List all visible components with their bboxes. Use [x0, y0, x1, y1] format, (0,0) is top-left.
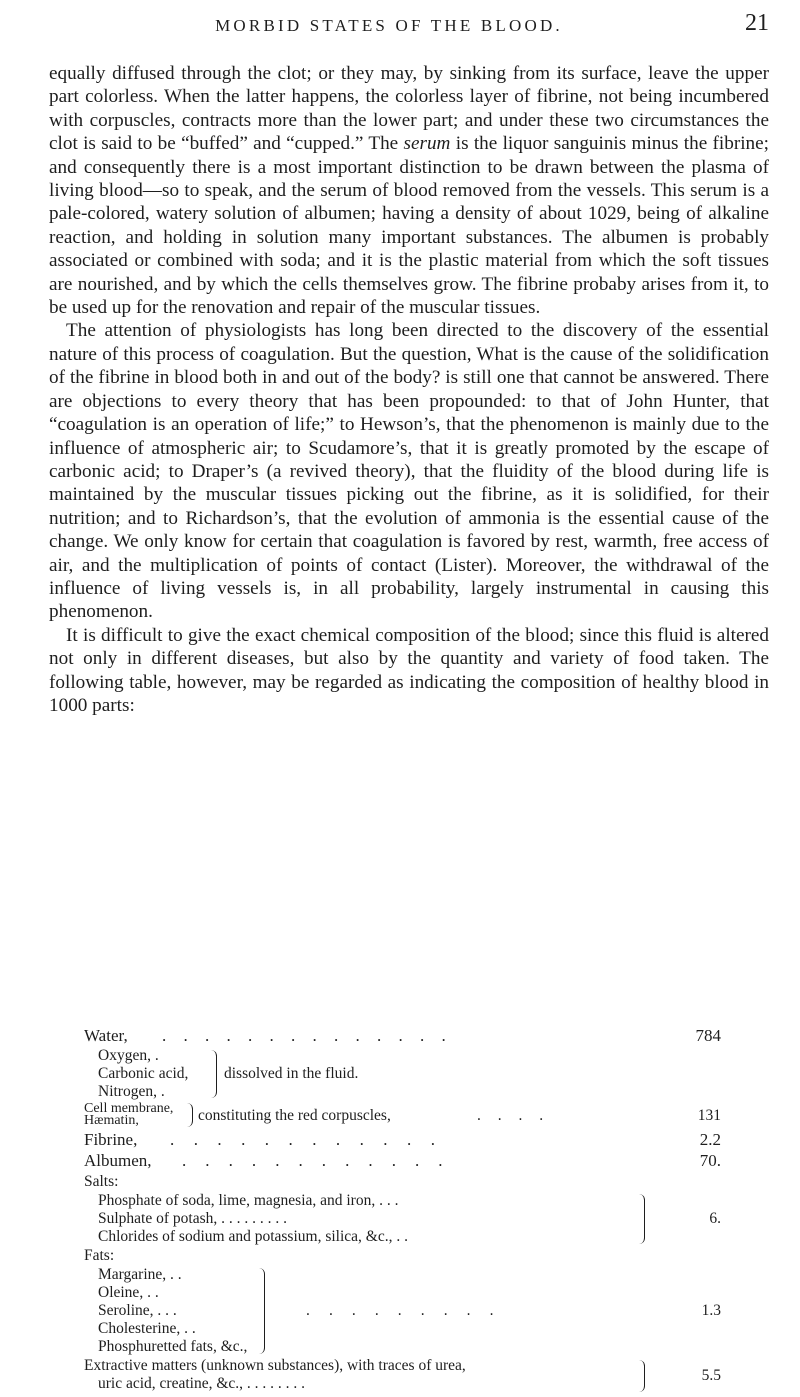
- brace-extractive: [636, 1360, 645, 1392]
- leader-corpuscles: . . . .: [477, 1107, 550, 1124]
- table-row-fats-label: Fats:: [84, 1247, 115, 1264]
- table-group-fats: Margarine, . . Oleine, . . Seroline, . . . Cholesterine, . . Phosphuretted fats, &c., . . . . . . . . . 1.3: [98, 1266, 721, 1355]
- paragraph-serum: equally diffused through the clot; or they may, by sinking from its surface, leave the upper part colorless. When the latter happens, the colorless layer of fibrine, not being incumbered with corpuscles, contracts more than the lower part; and under these two circumstances the clot is said to be “buffed” and “cupped.” The serum is the liquor sanguinis minus the fibrine; and consequently there is a most important distinction to be drawn between the plasma of living blood—so to speak, and the serum of blood removed from the vessels. This serum is a pale-colored, watery solution of albumen; having a density of about 1029, being of alkaline reaction, and holding in solution many important substances. The albumen is probably associated or combined with soda; and it is the plastic material from which the soft tissues are nourished, and by which the cells themselves grow. The fibrine probaby arises from it, to be used up for the renovation and repair of the muscular tissues.: [49, 63, 769, 319]
- table-group-salts: Phosphate of soda, lime, magnesia, and iron, . . . Sulphate of potash, . . . . . . . . . Chlorides of sodium and potassium, silica, &c., . . 6.: [98, 1192, 721, 1245]
- brace-corpuscles: [184, 1103, 193, 1127]
- label-water: Water,: [84, 1026, 128, 1045]
- body-text: [49, 62, 769, 717]
- value-fibrine: 2.2: [699, 1130, 721, 1149]
- running-head: MORBID STATES OF THE BLOOD.: [215, 16, 563, 35]
- value-corpuscles: 131: [697, 1107, 721, 1124]
- leader-fats: . . . . . . . . .: [306, 1302, 502, 1319]
- table-row-fibrine: Fibrine, . . . . . . . . . . . . 2.2: [84, 1130, 721, 1149]
- table-group-gases: Oxygen, . Carbonic acid, Nitrogen, . dissolved in the fluid.: [98, 1047, 359, 1100]
- paragraph-coagulation-theories: The attention of physiologists has long been directed to the discovery of the essential nature of this process of coagulation. But the question, What is the cause of the solidification of the fibrine in blood both in and out of the body? is still one that cannot be answered. There are objections to every theory that has been propounded: to that of John Hunter, that “coagulation is an operation of life;” to Hewson’s, that the phenomenon is mainly due to the influence of atmospheric air; to Scudamore’s, that it is greatly promoted by the escape of carbonic acid; to Draper’s (a revived theory), that the fluidity of the blood during life is maintained by the muscular tissues picking out the fibrine, as it is solidified, for their nutrition; and to Richardson’s, that the evolution of ammonia is the essential cause of the change. We only know for certain that coagulation is favored by rest, warmth, free access of air, and the multiplication of points of contact (Lister). Moreover, the withdrawal of the influence of living vessels is, in all probability, largely instrumental in causing this phenomenon.: [49, 320, 769, 623]
- table-group-extractive: Extractive matters (unknown substances), with traces of urea, uric acid, creatine, &c., . . . . . . . . 5.5: [84, 1357, 721, 1392]
- table-row-water: [84, 1027, 769, 1047]
- note-corpuscles: constituting the red corpuscles,: [198, 1107, 391, 1124]
- table-group-corpuscles: [84, 1101, 769, 1131]
- leader-fibrine: . . . . . . . . . . . .: [170, 1130, 443, 1149]
- table-row-albumen: Albumen, . . . . . . . . . . . . 70.: [84, 1151, 721, 1170]
- value-water: 784: [695, 1026, 721, 1045]
- value-salts: 6.: [709, 1210, 721, 1227]
- leader-albumen: . . . . . . . . . . . .: [182, 1151, 450, 1170]
- paragraph-chemical-composition: It is difficult to give the exact chemical composition of the blood; since this fluid is altered not only in different diseases, but also by the quantity and variety of food taken. The following table, however, may be regarded as indicating the composition of healthy blood in 1000 parts:: [49, 624, 769, 716]
- brace-fats: [256, 1268, 265, 1354]
- leader-water: . . . . . . . . . . . . . .: [162, 1026, 453, 1045]
- label-haematin: Hæmatin,: [84, 1113, 139, 1128]
- table-row-salts-label: Salts:: [84, 1173, 119, 1190]
- value-fats: 1.3: [701, 1302, 721, 1319]
- label-cell-membrane: Cell membrane,: [84, 1101, 174, 1116]
- value-extractive: 5.5: [701, 1367, 721, 1384]
- note-gases: dissolved in the fluid.: [224, 1065, 359, 1082]
- value-albumen: 70.: [699, 1151, 721, 1170]
- page-number: 21: [745, 10, 769, 36]
- brace-gases: [208, 1050, 217, 1098]
- page-header: [49, 8, 769, 44]
- blood-composition-table: [84, 1027, 769, 1397]
- brace-salts: [636, 1194, 645, 1244]
